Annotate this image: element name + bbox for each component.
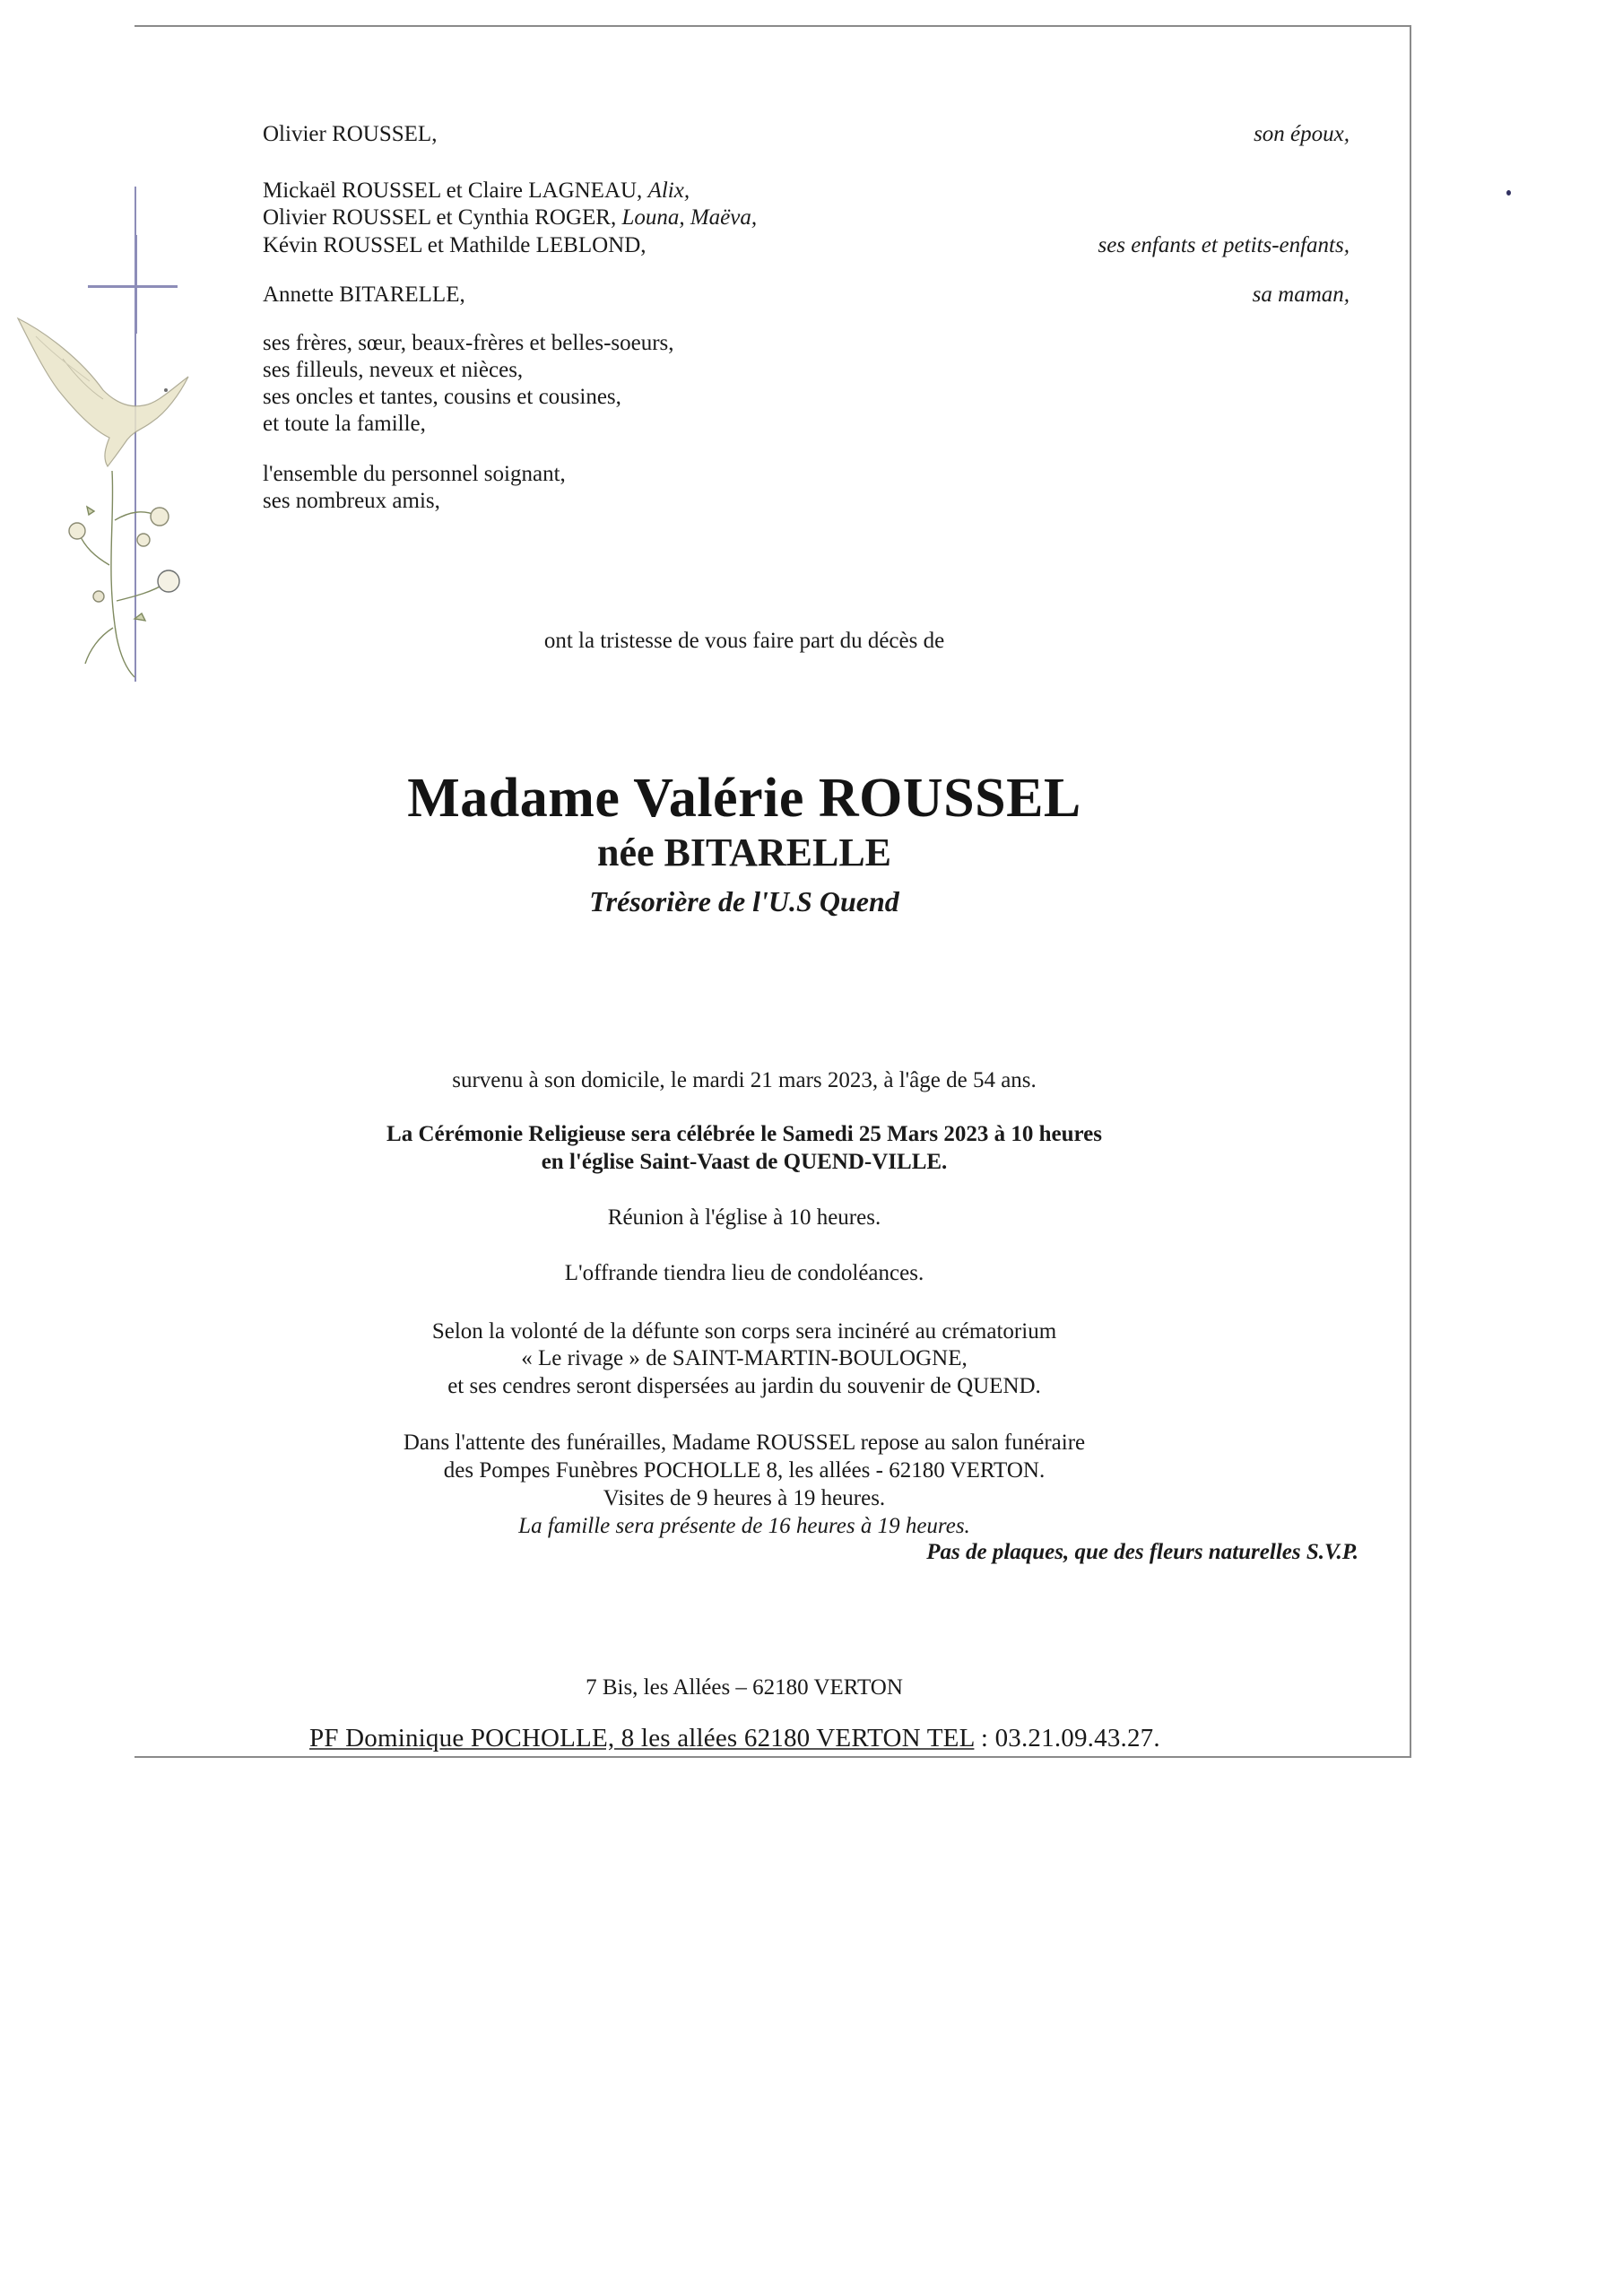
footer-phone: : 03.21.09.43.27. <box>974 1724 1160 1752</box>
death-details: survenu à son domicile, le mardi 21 mars 2023, à l'âge de 54 ans. <box>452 1068 1037 1092</box>
rest-line-2: des Pompes Funèbres POCHOLLE 8, les allées - 62180 VERTON. <box>443 1458 1046 1483</box>
deceased-title: Trésorière de l'U.S Quend <box>589 885 899 918</box>
relatives-line-2: ses filleuls, neveux et nièces, <box>263 358 524 382</box>
dove-icon <box>18 318 188 466</box>
deceased-maiden-name: née BITARELLE <box>596 831 892 874</box>
child-names-1: Mickaël ROUSSEL et Claire LAGNEAU, <box>263 178 643 203</box>
offering-info: L'offrande tiendra lieu de condoléances. <box>564 1261 924 1285</box>
child-line-2 <box>263 204 757 231</box>
grandchildren-1: Alix, <box>647 178 690 203</box>
relatives-line-3: ses oncles et tantes, cousins et cousines, <box>263 385 621 409</box>
children-role: ses enfants et petits-enfants, <box>1098 233 1350 257</box>
spouse-name: Olivier ROUSSEL, <box>263 122 438 146</box>
footer-address: 7 Bis, les Allées – 62180 VERTON <box>586 1675 903 1700</box>
spouse-role: son époux, <box>1254 122 1350 146</box>
mother-role: sa maman, <box>1252 283 1350 307</box>
scan-dot <box>1506 190 1511 196</box>
grandchildren-2: Louna, Maëva, <box>621 205 758 230</box>
rest-line-1: Dans l'attente des funérailles, Madame ROUSSEL repose au salon funéraire <box>403 1431 1086 1455</box>
child-names-3: Kévin ROUSSEL et Mathilde LEBLOND, <box>263 233 647 257</box>
ceremony-line-1: La Cérémonie Religieuse sera célébrée le Samedi 25 Mars 2023 à 10 heures <box>386 1122 1102 1146</box>
dove-and-flowers-illustration <box>9 305 242 682</box>
meeting-info: Réunion à l'église à 10 heures. <box>607 1205 881 1230</box>
flowers-note: Pas de plaques, que des fleurs naturelles S.V.P. <box>926 1540 1358 1564</box>
footer-company: PF Dominique POCHOLLE, 8 les allées 62180 VERTON TEL <box>309 1724 975 1752</box>
announcement: ont la tristesse de vous faire part du décès de <box>543 629 945 653</box>
others-line-1: l'ensemble du personnel soignant, <box>263 462 566 486</box>
child-names-2: Olivier ROUSSEL et Cynthia ROGER, <box>263 205 617 230</box>
visits-info: Visites de 9 heures à 19 heures. <box>603 1486 886 1510</box>
cremation-line-3: et ses cendres seront dispersées au jardin du souvenir de QUEND. <box>447 1374 1041 1398</box>
others-line-2: ses nombreux amis, <box>263 489 440 513</box>
mother-name: Annette BITARELLE, <box>263 283 465 307</box>
cremation-line-1: Selon la volonté de la défunte son corps sera incinéré au crématorium <box>431 1319 1057 1344</box>
cross-horizontal <box>88 285 178 288</box>
deceased-name: Madame Valérie ROUSSEL <box>407 768 1081 829</box>
child-line-3 <box>263 232 647 259</box>
family-present-info: La famille sera présente de 16 heures à 19 heures. <box>518 1514 970 1538</box>
cremation-line-2: « Le rivage » de SAINT-MARTIN-BOULOGNE, <box>521 1346 968 1370</box>
relatives-line-4: et toute la famille, <box>263 412 426 436</box>
relatives-line-1: ses frères, sœur, beaux-frères et belles-soeurs, <box>263 331 674 355</box>
ceremony-line-2: en l'église Saint-Vaast de QUEND-VILLE. <box>541 1150 948 1174</box>
child-line-1 <box>263 178 690 204</box>
footer-company-line <box>309 1724 1160 1753</box>
